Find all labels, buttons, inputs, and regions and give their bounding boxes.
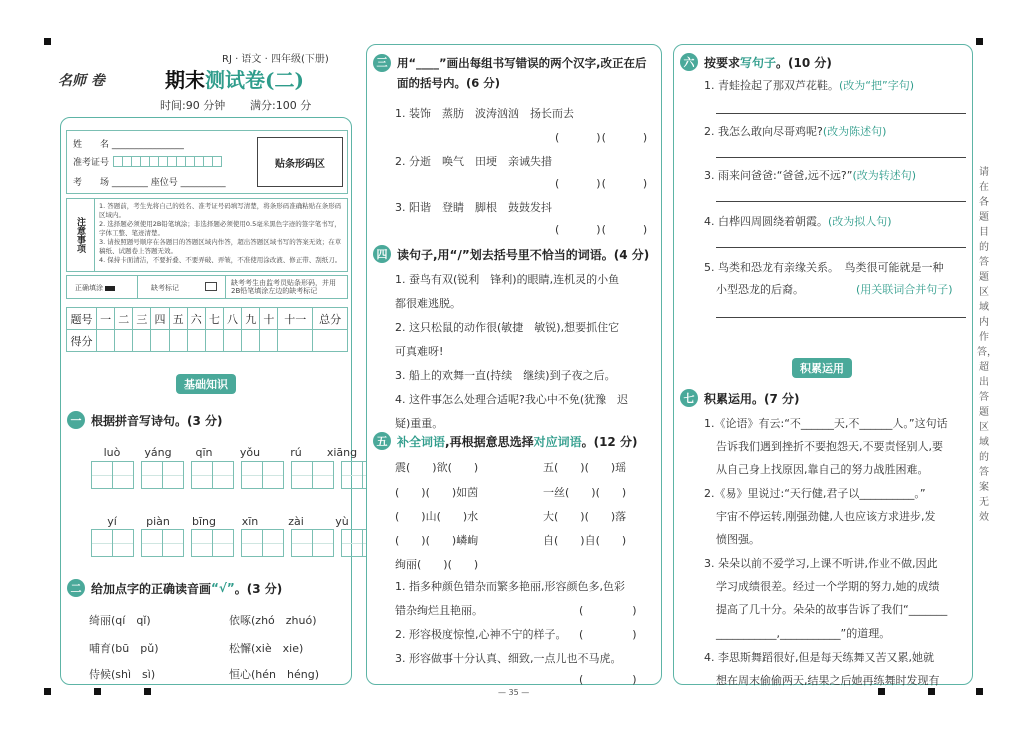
score-col: 八 <box>223 308 241 330</box>
page-number: — 35 — <box>498 688 530 697</box>
question-text: ,再根据意思选择 <box>445 434 534 449</box>
q7-line: 提高了几十分。朵朵的故事告诉了我们“_______ <box>716 603 948 616</box>
q5-word[interactable]: 自( )自( ) <box>543 534 627 547</box>
score-col: 一 <box>97 308 115 330</box>
absent-label: 缺考标记 <box>151 284 179 292</box>
q4-line: 都很难逃脱。 <box>395 297 461 310</box>
score-row-label: 题号 <box>67 308 97 330</box>
score-col: 四 <box>151 308 169 330</box>
q5-answer[interactable]: ( ) <box>579 604 638 617</box>
score-cell[interactable] <box>313 330 348 352</box>
q7-line: 想在周末偷偷两天,结果之后她再练舞时发现有 <box>716 674 940 687</box>
question-2-heading <box>67 579 282 597</box>
score-cell[interactable] <box>151 330 169 352</box>
score-cell[interactable] <box>97 330 115 352</box>
q4-line: 疑)重重。 <box>395 417 444 430</box>
answer-line[interactable] <box>716 157 966 158</box>
q4-line: 3. 船上的欢舞一直(持续 继续)到子夜之后。 <box>395 369 616 382</box>
registration-mark <box>44 38 51 45</box>
registration-mark <box>928 688 935 695</box>
title-plain: 期末 <box>165 68 205 92</box>
registration-mark <box>976 688 983 695</box>
q7-line: 4. 李思斯舞蹈很好,但是每天练舞又苦又累,她就 <box>704 651 934 664</box>
question-5-heading <box>373 432 637 450</box>
q3-item: 2. 分逝 唤气 田埂 亲诫失措 <box>395 155 552 168</box>
q6-item: 5. 鸟类和恐龙有亲缘关系。 鸟类很可能就是一种 <box>704 261 944 274</box>
exam-id-field[interactable]: 准考证号 <box>73 155 222 168</box>
q6-item: 1. 青蛙捡起了那双芦花鞋。(改为“把”字句) <box>704 79 914 92</box>
registration-mark <box>144 688 151 695</box>
question-highlight: 写句子 <box>740 55 777 70</box>
question-text: 积累运用。(7 分) <box>704 391 800 406</box>
q6-item: 3. 雨来问爸爸:“爸爸,远不远?”(改为转述句) <box>704 169 917 182</box>
q3-item: 3. 阳谐 登睛 脚根 鼓鼓发抖 <box>395 201 552 214</box>
score-cell[interactable] <box>115 330 133 352</box>
q4-line: 4. 这件事怎么处理合适呢?我心中不免(犹豫 迟 <box>395 393 629 406</box>
score-col: 三 <box>133 308 151 330</box>
registration-mark <box>94 688 101 695</box>
title-highlight: 测试卷(二) <box>205 68 304 92</box>
notice-list: 1. 答题前，考生先将自己的姓名、准考证号码填写清楚，将条形码准确粘贴在条形码区域内。 2. 选择题必须使用2B铅笔填涂；非选择题必须使用0.5毫米黑色字迹的签字笔书写，字体工整、笔迹清楚。 3. 请按照题号顺序在各题目的答题区域内作答，超出答题区域书写的答案无效；在草稿纸、试题卷上答题无效。 4. 保持卡面清洁，不要折叠、不要弄破、弄皱，不准使用涂改液、修正带、刮纸刀。 <box>99 202 342 264</box>
q2-item: 松懈(xiè xie) <box>229 642 304 655</box>
question-number: 三 <box>373 54 391 72</box>
q5-definition: 错杂绚烂且艳丽。 <box>395 604 483 617</box>
fill-example-label: 正确填涂 <box>75 284 103 292</box>
answer-line[interactable] <box>716 317 966 318</box>
brand-logo: 名师 卷 <box>58 73 105 89</box>
question-text: 。(10 分) <box>776 55 832 70</box>
q4-line: 1. 蚕鸟有双(锐利 锋利)的眼睛,连机灵的小鱼 <box>395 273 620 286</box>
q2-item: 哺育(bū pǔ) <box>89 642 159 655</box>
q6-hint: (改为“把”字句) <box>839 79 914 92</box>
q7-line: 告诉我们遇到挫折不要抱怨天,不要责怪别人,要 <box>716 440 943 453</box>
absent-note: 缺考考生由监考员贴条形码，并用2B铅笔填涂左边的缺考标记 <box>231 279 336 295</box>
q6-hint: (改为陈述句) <box>822 125 887 138</box>
q7-line: 愤图强。 <box>716 533 760 546</box>
score-cell[interactable] <box>133 330 151 352</box>
right-panel <box>673 44 973 685</box>
pinyin-row-2: yí piàn bīng xīn zài yù <box>107 515 349 528</box>
q3-answer[interactable]: ( )( ) <box>555 177 649 190</box>
notice-box <box>66 198 348 272</box>
q6-hint: (改为转述句) <box>852 169 917 182</box>
q3-answer[interactable]: ( )( ) <box>555 223 649 236</box>
writing-grid-1[interactable] <box>91 461 383 489</box>
middle-panel <box>366 44 662 685</box>
score-col: 十一 <box>278 308 313 330</box>
q2-item: 绮丽(qí qǐ) <box>89 614 151 627</box>
student-info-box <box>66 130 348 194</box>
score-cell[interactable] <box>278 330 313 352</box>
q7-line: 1.《论语》有云:“不______天,不______人。”这句话 <box>704 417 948 430</box>
q5-word[interactable]: ( )山( )水 <box>395 510 479 523</box>
question-text: 给加点字的正确读音画 <box>91 581 212 596</box>
score-col: 七 <box>205 308 223 330</box>
page-title <box>165 64 304 93</box>
score-cell[interactable] <box>205 330 223 352</box>
q7-line: 2.《易》里说过:“天行健,君子以__________。” <box>704 487 926 500</box>
q3-item: 1. 装饰 蒸肪 波涛汹汹 扬长而去 <box>395 107 574 120</box>
q7-line: 宇宙不停运转,刚强劲健,人也应该方求进步,发 <box>716 510 936 523</box>
q7-line: ___________,___________”的道理。 <box>716 627 891 640</box>
registration-mark <box>44 688 51 695</box>
q7-line: 3. 朵朵以前不爱学习,上课不听讲,作业不做,因此 <box>704 557 938 570</box>
q5-word[interactable]: ( )( )如茵 <box>395 486 479 499</box>
section-banner-accum: 积累运用 <box>792 358 852 378</box>
question-highlight: 补全词语 <box>397 434 446 449</box>
absent-checkbox[interactable] <box>205 282 217 291</box>
q6-hint: (用关联词合并句子) <box>856 283 953 296</box>
seat-label: 座位号 <box>150 178 178 188</box>
pinyin-row-1: luò yáng qīn yǒu rú xiāng <box>103 446 358 459</box>
question-number: 一 <box>67 411 85 429</box>
question-number: 七 <box>680 389 698 407</box>
question-1-heading <box>67 411 223 429</box>
question-number: 四 <box>373 245 391 263</box>
series-label: RJ · 语文 · 四年级(下册) <box>222 54 329 65</box>
score-cell[interactable] <box>169 330 187 352</box>
q5-word[interactable]: 一丝( )( ) <box>543 486 627 499</box>
score-cell[interactable] <box>242 330 260 352</box>
score-col: 总分 <box>313 308 348 330</box>
q7-line: 从自己身上找原因,靠自己的努力战胜困难。 <box>716 463 929 476</box>
exam-time: 时间:90 分钟 <box>160 99 226 112</box>
question-3-heading <box>373 53 657 93</box>
q4-line: 可真难呀! <box>395 345 444 358</box>
q7-line: 学习成绩很差。经过一个学期的努力,她的成绩 <box>716 580 940 593</box>
question-6-heading <box>680 53 832 71</box>
q2-item: 恒心(hén héng) <box>229 668 319 681</box>
q4-line: 2. 这只松鼠的动作很(敏捷 敏锐),想要抓住它 <box>395 321 620 334</box>
q5-answer[interactable]: ( ) <box>579 628 638 641</box>
q5-definition: 3. 形容做事十分认真、细致,一点儿也不马虎。 <box>395 652 622 665</box>
registration-mark <box>976 38 983 45</box>
answer-line[interactable] <box>716 113 966 114</box>
question-number: 六 <box>680 53 698 71</box>
side-note: 请在各题目的答题区域内作答，超出答题区域的答案无效 <box>977 167 997 523</box>
registration-mark <box>878 688 885 695</box>
q2-item: 侍候(shì sì) <box>89 668 156 681</box>
fill-row <box>66 275 348 299</box>
notice-label: 注意事项 <box>67 199 95 271</box>
question-text: 。(3 分) <box>234 581 283 596</box>
barcode-area: 贴条形码区 <box>257 137 343 187</box>
question-7-heading <box>680 389 800 407</box>
q5-word[interactable]: 大( )( )落 <box>543 510 627 523</box>
answer-line[interactable] <box>716 201 966 202</box>
q3-answer[interactable]: ( )( ) <box>555 131 649 144</box>
left-panel <box>60 117 358 685</box>
score-table <box>66 307 348 352</box>
question-4-heading <box>373 245 649 263</box>
question-text: 。(12 分) <box>581 434 638 449</box>
q6-item: 小型恐龙的后裔。 <box>716 283 804 296</box>
question-text: 根据拼音写诗句。(3 分) <box>91 413 223 428</box>
q5-definition: 2. 形容极度惊惶,心神不宁的样子。 <box>395 628 567 641</box>
question-highlight: “√” <box>211 581 235 595</box>
q6-item: 2. 我怎么敢向尽哥鸡呢?(改为陈述句) <box>704 125 887 138</box>
score-col: 十 <box>260 308 278 330</box>
q5-answer[interactable]: ( ) <box>579 673 638 686</box>
question-text: 读句子,用“/”划去括号里不恰当的词语。(4 分) <box>397 247 650 262</box>
name-field[interactable]: 姓 名 ________________ <box>73 140 184 150</box>
score-col: 五 <box>169 308 187 330</box>
writing-grid-2[interactable] <box>91 529 383 557</box>
question-number: 二 <box>67 579 85 597</box>
q5-word[interactable]: ( )( )嶙峋 <box>395 534 479 547</box>
question-number: 五 <box>373 432 391 450</box>
question-text: 按要求 <box>704 55 741 70</box>
score-col: 六 <box>187 308 205 330</box>
q5-word[interactable]: 绚丽( )( ) <box>395 558 479 571</box>
q6-hint: (改为拟人句) <box>828 215 892 228</box>
score-col: 二 <box>115 308 133 330</box>
room-field[interactable]: 考 场 ________ 座位号 __________ <box>73 178 226 188</box>
score-cell[interactable] <box>187 330 205 352</box>
exam-score: 满分:100 分 <box>250 99 312 112</box>
question-highlight: 对应词语 <box>533 434 582 449</box>
q2-item: 依啄(zhó zhuó) <box>229 614 317 627</box>
section-banner-basic: 基础知识 <box>176 374 236 394</box>
q5-word[interactable]: 五( )( )瑶 <box>543 461 627 474</box>
q5-definition: 1. 指多种颜色错杂而繁多艳丽,形容颜色多,色彩 <box>395 580 625 593</box>
question-text: 用“____”画出每组书写错误的两个汉字,改正在后面的括号内。(6 分) <box>397 56 647 90</box>
q6-item: 4. 白桦四周圆绕着朝霞。(改为拟人句) <box>704 215 892 228</box>
q5-word[interactable]: 震( )欲( ) <box>395 461 479 474</box>
score-cell[interactable] <box>223 330 241 352</box>
answer-line[interactable] <box>716 247 966 248</box>
score-cell[interactable] <box>260 330 278 352</box>
score-row-label: 得分 <box>67 330 97 352</box>
score-col: 九 <box>242 308 260 330</box>
